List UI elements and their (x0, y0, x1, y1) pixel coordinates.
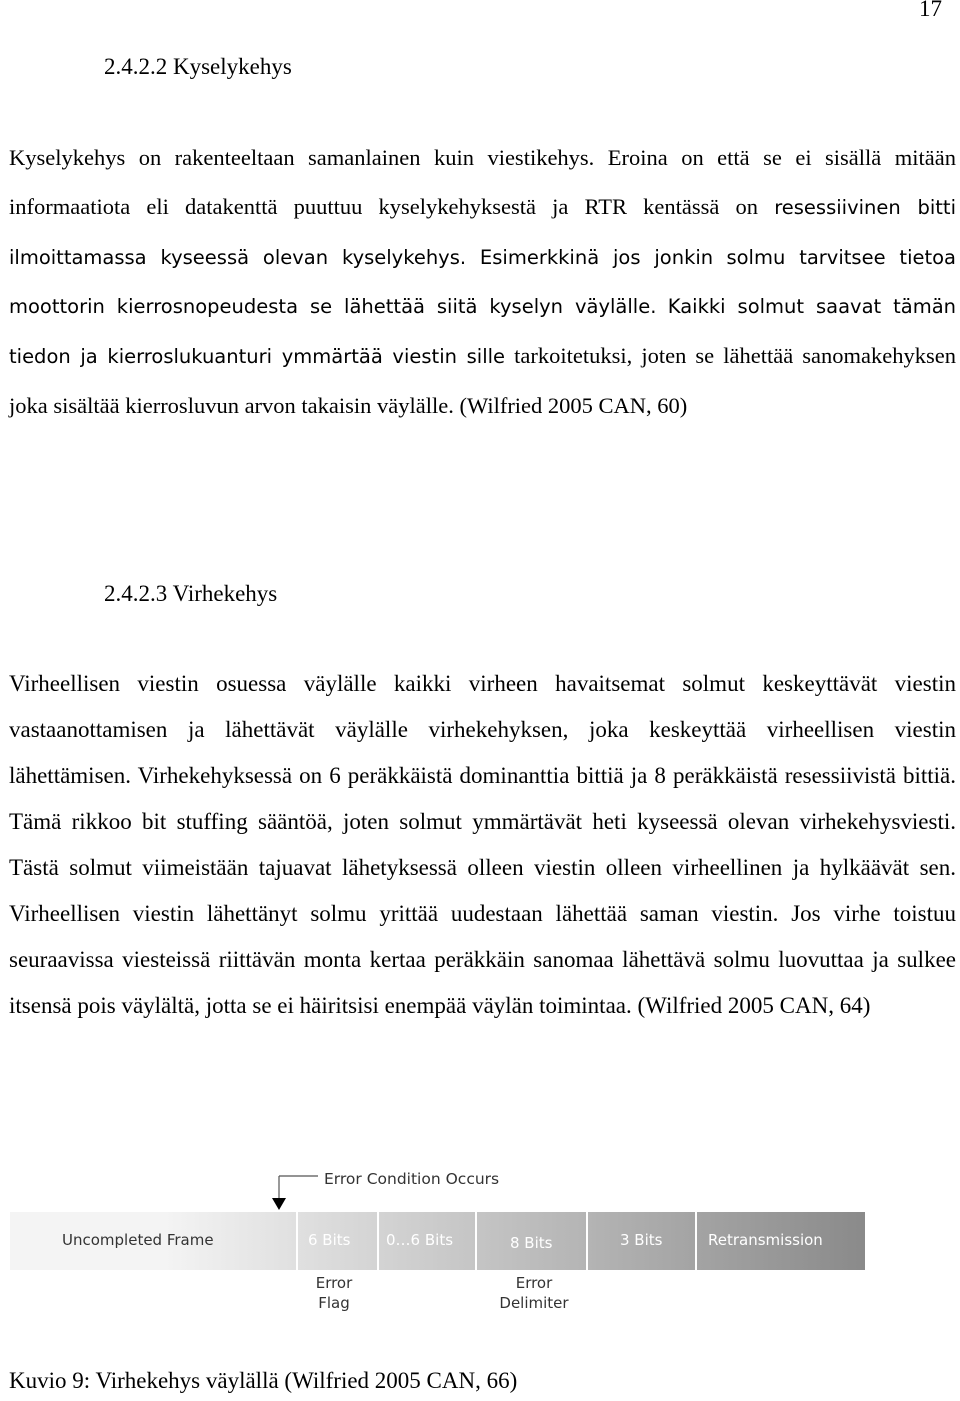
error-flag-label-line2: Flag (318, 1294, 350, 1312)
figure-caption: Kuvio 9: Virhekehys väylällä (Wilfried 2005 CAN, 66) (9, 1368, 518, 1393)
error-delimiter-label-line2: Delimiter (499, 1294, 569, 1312)
page-number: 17 (919, 0, 942, 21)
paragraph-line: solmu tarvitsee tietoa moottorin kierrosnopeudesta se lähettää siitä kyselyn väylälle. (9, 245, 957, 319)
paragraph-line: resessiivinen bitti ilmoittamassa kyseessä olevan kyselykehys. Esimerkkinä jos jonkin (9, 195, 956, 269)
error-delimiter-label-line1: Error (515, 1274, 553, 1292)
segment-label-6-bits: 6 Bits (308, 1231, 351, 1249)
paragraph-kyselykehys (9, 134, 956, 431)
error-condition-label: Error Condition Occurs (324, 1170, 500, 1188)
paragraph-line: Kyselykehys on rakenteeltaan samanlainen kuin viestikehys. Eroina on että se ei sisällä (9, 145, 882, 170)
segment-label-0-6-bits: 0…6 Bits (386, 1231, 454, 1249)
segment-label-uncompleted-frame: Uncompleted Frame (62, 1231, 214, 1249)
paragraph-line: tarkoitetuksi, joten se lähettää sanomakehyksen joka sisältää kierrosluvun arvon takaisin (9, 343, 956, 418)
paragraph-line: väylälle. (Wilfried 2005 CAN, 60) (377, 392, 688, 418)
segment-label-8-bits: 8 Bits (510, 1234, 553, 1252)
error-frame-diagram (0, 1160, 960, 1320)
segment-label-retransmission: Retransmission (708, 1231, 823, 1249)
section-heading-virhekehys: 2.4.2.3 Virhekehys (104, 581, 278, 606)
segment-label-3-bits: 3 Bits (620, 1231, 663, 1249)
paragraph-line: Kaikki solmut saavat tämän tiedon ja kierroslukuanturi ymmärtää viestin sille (9, 295, 957, 369)
paragraph-line: mitään informaatiota eli datakenttä puuttuu kyselykehyksestä ja RTR kentässä on (9, 145, 956, 219)
error-flag-label-line1: Error (315, 1274, 353, 1292)
section-heading-kyselykehys: 2.4.2.2 Kyselykehys (104, 54, 292, 79)
error-arrow-icon (272, 1198, 286, 1210)
paragraph-virhekehys: Virheellisen viestin osuessa väylälle kaikki virheen havaitsemat solmut keskeyttävät viestin vastaanottamisen ja lähettävät väylälle virhekehyksen, joka keskeyttää virheellisen viestin lähettämisen. Virhekehyksessä on 6 peräkkäistä dominanttia bittiä ja 8 peräkkäistä resessiivistä bittiä. Tämä rikkoo bit stuffing sääntöä, joten solmut ymmärtävät heti kyseessä olevan virhekehysviesti. Tästä solmut viimeistään tajuavat lähetyksessä olleen viestin olleen virheellinen ja hylkäävät sen. Virheellisen viestin lähettänyt solmu yrittää uudestaan lähettää saman viestin. Jos virhe toistuu seuraavissa viesteissä riittävän monta kertaa peräkkäin sanomaa lähettävä solmu luovuttaa ja sulkee itsensä pois väylältä, jotta se ei häiritsisi enempää väylän toimintaa. (Wilfried 2005 CAN, 64) (9, 671, 956, 1018)
